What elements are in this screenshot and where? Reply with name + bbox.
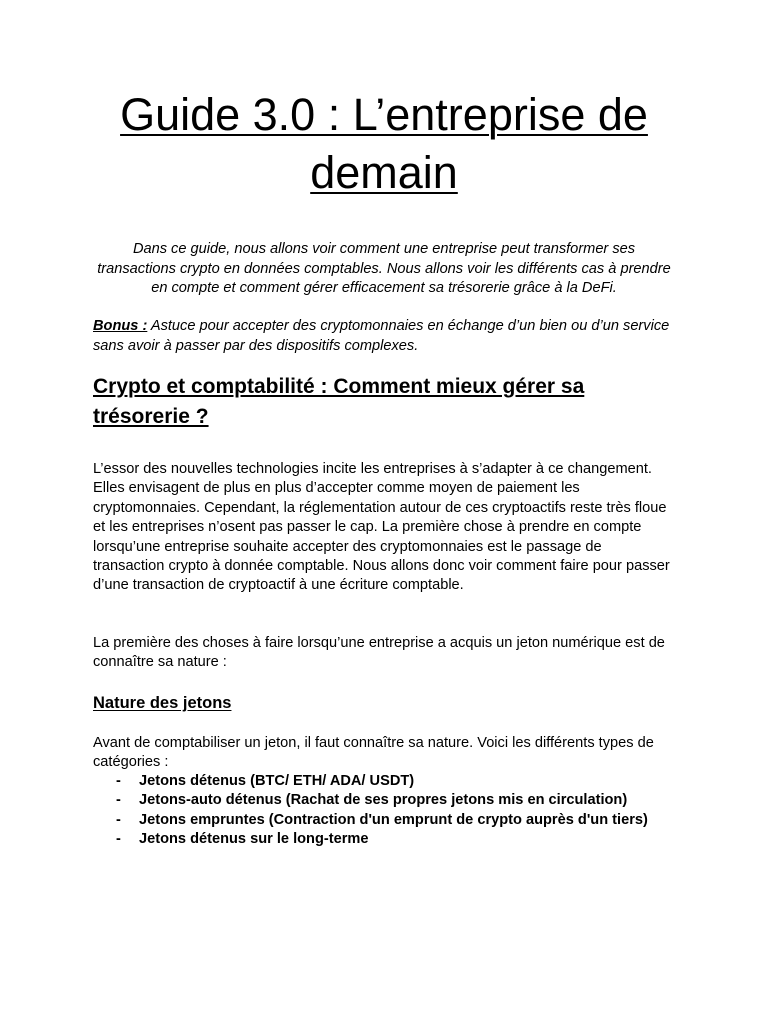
list-item (93, 830, 675, 849)
list-bullet: - (116, 831, 121, 848)
list-bullet: - (116, 792, 121, 809)
list-item-text: Jetons détenus (BTC/ ETH/ ADA/ USDT) (139, 773, 415, 789)
list-item-text: Jetons empruntes (Contraction d'un emprunt de crypto auprès d'un tiers) (139, 811, 648, 828)
subheading-nature-jetons: Nature des jetons (93, 694, 232, 712)
paragraph-premiere-chose: La première des choses à faire lorsqu’une entreprise a acquis un jeton numérique est de connaître sa nature : (93, 635, 665, 671)
bonus-text: Astuce pour accepter des cryptomonnaies en échange d’un bien ou d’un service sans avoir à passer par des dispositifs complexes. (93, 318, 670, 354)
list-item (93, 791, 675, 810)
bonus-label: Bonus : (93, 318, 148, 334)
paragraph-essor: L’essor des nouvelles technologies incite les entreprises à s’adapter à ce changement. Elles envisagent de plus en plus d’accepter comme moyen de paiement les cryptomonnaies. Cependant, la réglementation autour de ces cryptoactifs reste très floue et les entreprises n’osent pas passer le cap. La première chose à prendre en compte lorsqu’une entreprise souhaite accepter des cryptomonnaies est le passage de transaction crypto à donnée comptable. Nous allons donc voir comment faire pour passer d’une transaction de cryptoactif à une écriture comptable. (93, 461, 670, 594)
list-item (93, 811, 675, 830)
list-item-text: Jetons détenus sur le long-terme (139, 831, 369, 848)
paragraph-categories: Avant de comptabiliser un jeton, il faut connaître sa nature. Voici les différents types de catégories : (93, 735, 654, 771)
jetons-list (93, 772, 675, 850)
list-item-text: Jetons-auto détenus (Rachat de ses propres jetons mis en circulation) (139, 792, 628, 809)
list-bullet: - (116, 773, 121, 789)
document-title: Guide 3.0 : L’entreprise de demain (120, 89, 648, 198)
list-bullet: - (116, 811, 121, 828)
section-heading: Crypto et comptabilité : Comment mieux gérer sa trésorerie ? (93, 375, 585, 428)
bonus-paragraph (93, 317, 673, 356)
list-item (93, 772, 675, 791)
intro-paragraph: Dans ce guide, nous allons voir comment une entreprise peut transformer ses transactions crypto en données comptables. Nous allons voir les différents cas à prendre en compte et comment gérer efficacement sa trésorerie grâce à la DeFi. (97, 241, 671, 296)
